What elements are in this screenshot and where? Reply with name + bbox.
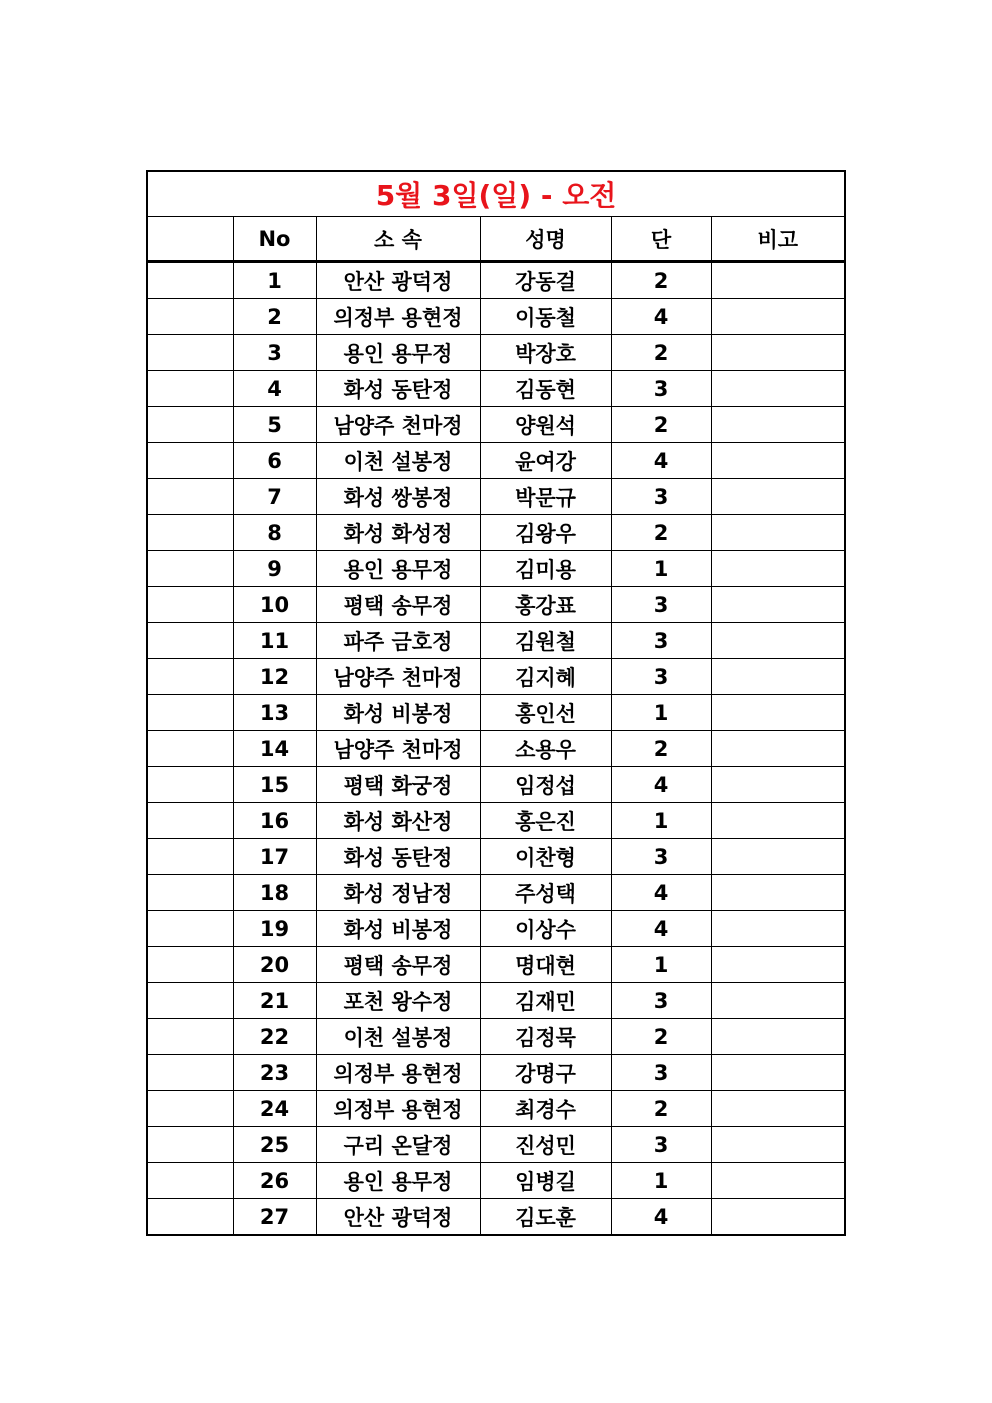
- row-note: [711, 407, 845, 443]
- row-no: 27: [233, 1199, 316, 1236]
- blank-cell: [147, 335, 233, 371]
- row-affiliation: 화성 쌍봉정: [316, 479, 480, 515]
- row-note: [711, 1163, 845, 1199]
- table-title: 5월 3일(일) - 오전: [147, 171, 845, 217]
- row-note: [711, 299, 845, 335]
- row-affiliation: 용인 용무정: [316, 551, 480, 587]
- row-dan: 3: [611, 1055, 711, 1091]
- row-dan: 2: [611, 1091, 711, 1127]
- row-name: 임정섭: [480, 767, 611, 803]
- row-dan: 2: [611, 262, 711, 299]
- row-affiliation: 화성 화산정: [316, 803, 480, 839]
- table-row: [147, 515, 845, 551]
- row-name: 김도훈: [480, 1199, 611, 1236]
- row-note: [711, 1199, 845, 1236]
- table-row: [147, 731, 845, 767]
- blank-cell: [147, 1199, 233, 1236]
- row-no: 7: [233, 479, 316, 515]
- row-note: [711, 623, 845, 659]
- blank-cell: [147, 1127, 233, 1163]
- row-name: 김지혜: [480, 659, 611, 695]
- row-note: [711, 947, 845, 983]
- table-row: [147, 911, 845, 947]
- blank-cell: [147, 875, 233, 911]
- row-dan: 1: [611, 1163, 711, 1199]
- row-name: 임병길: [480, 1163, 611, 1199]
- header-blank: [147, 217, 233, 262]
- row-affiliation: 화성 비봉정: [316, 911, 480, 947]
- row-no: 6: [233, 443, 316, 479]
- row-affiliation: 의정부 용현정: [316, 1055, 480, 1091]
- blank-cell: [147, 1055, 233, 1091]
- row-name: 주성택: [480, 875, 611, 911]
- row-dan: 4: [611, 875, 711, 911]
- table-row: [147, 1055, 845, 1091]
- blank-cell: [147, 443, 233, 479]
- table-row: [147, 1199, 845, 1236]
- roster-table: [146, 170, 846, 1236]
- table-row: [147, 587, 845, 623]
- row-name: 강명구: [480, 1055, 611, 1091]
- blank-cell: [147, 659, 233, 695]
- table-row: [147, 947, 845, 983]
- row-name: 김정묵: [480, 1019, 611, 1055]
- table-row: [147, 299, 845, 335]
- blank-cell: [147, 767, 233, 803]
- table-row: [147, 407, 845, 443]
- table-row: [147, 371, 845, 407]
- row-affiliation: 평택 송무정: [316, 587, 480, 623]
- table-row: [147, 803, 845, 839]
- row-note: [711, 1019, 845, 1055]
- row-name: 소용우: [480, 731, 611, 767]
- row-note: [711, 767, 845, 803]
- row-note: [711, 659, 845, 695]
- row-note: [711, 515, 845, 551]
- blank-cell: [147, 515, 233, 551]
- row-affiliation: 안산 광덕정: [316, 1199, 480, 1236]
- row-dan: 3: [611, 659, 711, 695]
- header-affiliation: 소 속: [316, 217, 480, 262]
- row-no: 19: [233, 911, 316, 947]
- row-dan: 3: [611, 983, 711, 1019]
- row-note: [711, 983, 845, 1019]
- row-affiliation: 의정부 용현정: [316, 299, 480, 335]
- table-row: [147, 623, 845, 659]
- row-no: 21: [233, 983, 316, 1019]
- row-no: 16: [233, 803, 316, 839]
- row-name: 이찬형: [480, 839, 611, 875]
- table-row: [147, 1163, 845, 1199]
- row-affiliation: 화성 정남정: [316, 875, 480, 911]
- row-dan: 3: [611, 1127, 711, 1163]
- table-row: [147, 443, 845, 479]
- table-row: [147, 335, 845, 371]
- row-note: [711, 731, 845, 767]
- row-name: 명대현: [480, 947, 611, 983]
- blank-cell: [147, 587, 233, 623]
- blank-cell: [147, 731, 233, 767]
- row-dan: 2: [611, 1019, 711, 1055]
- row-name: 홍인선: [480, 695, 611, 731]
- row-dan: 2: [611, 731, 711, 767]
- table-row: [147, 767, 845, 803]
- row-dan: 3: [611, 623, 711, 659]
- table-row: [147, 695, 845, 731]
- row-dan: 3: [611, 371, 711, 407]
- row-no: 22: [233, 1019, 316, 1055]
- header-no: No: [233, 217, 316, 262]
- blank-cell: [147, 695, 233, 731]
- row-note: [711, 262, 845, 299]
- row-affiliation: 안산 광덕정: [316, 262, 480, 299]
- row-affiliation: 포천 왕수정: [316, 983, 480, 1019]
- row-dan: 4: [611, 1199, 711, 1236]
- row-dan: 2: [611, 407, 711, 443]
- row-note: [711, 803, 845, 839]
- row-affiliation: 구리 온달정: [316, 1127, 480, 1163]
- blank-cell: [147, 983, 233, 1019]
- row-dan: 3: [611, 479, 711, 515]
- row-name: 이상수: [480, 911, 611, 947]
- row-name: 김재민: [480, 983, 611, 1019]
- row-name: 최경수: [480, 1091, 611, 1127]
- row-dan: 3: [611, 587, 711, 623]
- blank-cell: [147, 803, 233, 839]
- blank-cell: [147, 1019, 233, 1055]
- row-note: [711, 1055, 845, 1091]
- blank-cell: [147, 623, 233, 659]
- row-name: 이동철: [480, 299, 611, 335]
- blank-cell: [147, 407, 233, 443]
- row-no: 3: [233, 335, 316, 371]
- row-no: 10: [233, 587, 316, 623]
- row-affiliation: 용인 용무정: [316, 335, 480, 371]
- row-name: 양원석: [480, 407, 611, 443]
- row-affiliation: 화성 동탄정: [316, 371, 480, 407]
- table-row: [147, 659, 845, 695]
- row-note: [711, 1091, 845, 1127]
- row-name: 박장호: [480, 335, 611, 371]
- row-dan: 1: [611, 695, 711, 731]
- blank-cell: [147, 551, 233, 587]
- row-affiliation: 남양주 천마정: [316, 659, 480, 695]
- row-no: 17: [233, 839, 316, 875]
- row-affiliation: 파주 금호정: [316, 623, 480, 659]
- row-affiliation: 이천 설봉정: [316, 443, 480, 479]
- row-name: 김미용: [480, 551, 611, 587]
- row-no: 4: [233, 371, 316, 407]
- table-row: [147, 262, 845, 299]
- row-note: [711, 443, 845, 479]
- row-note: [711, 551, 845, 587]
- row-no: 1: [233, 262, 316, 299]
- table-row: [147, 839, 845, 875]
- table-row: [147, 1091, 845, 1127]
- header-dan: 단: [611, 217, 711, 262]
- row-no: 26: [233, 1163, 316, 1199]
- blank-cell: [147, 839, 233, 875]
- header-name: 성명: [480, 217, 611, 262]
- row-no: 5: [233, 407, 316, 443]
- blank-cell: [147, 1163, 233, 1199]
- blank-cell: [147, 947, 233, 983]
- row-affiliation: 의정부 용현정: [316, 1091, 480, 1127]
- row-affiliation: 남양주 천마정: [316, 731, 480, 767]
- row-note: [711, 371, 845, 407]
- row-no: 18: [233, 875, 316, 911]
- row-dan: 1: [611, 947, 711, 983]
- row-name: 강동걸: [480, 262, 611, 299]
- row-no: 9: [233, 551, 316, 587]
- row-name: 윤여강: [480, 443, 611, 479]
- row-affiliation: 화성 화성정: [316, 515, 480, 551]
- blank-cell: [147, 479, 233, 515]
- row-name: 김왕우: [480, 515, 611, 551]
- table-row: [147, 479, 845, 515]
- table-row: [147, 983, 845, 1019]
- row-name: 김동현: [480, 371, 611, 407]
- row-name: 홍강표: [480, 587, 611, 623]
- row-no: 24: [233, 1091, 316, 1127]
- table-row: [147, 551, 845, 587]
- blank-cell: [147, 371, 233, 407]
- row-no: 13: [233, 695, 316, 731]
- row-dan: 1: [611, 551, 711, 587]
- row-no: 15: [233, 767, 316, 803]
- row-note: [711, 1127, 845, 1163]
- blank-cell: [147, 911, 233, 947]
- row-note: [711, 875, 845, 911]
- row-name: 홍은진: [480, 803, 611, 839]
- row-dan: 4: [611, 299, 711, 335]
- table-row: [147, 875, 845, 911]
- row-affiliation: 평택 송무정: [316, 947, 480, 983]
- row-name: 박문규: [480, 479, 611, 515]
- table-row: [147, 1019, 845, 1055]
- blank-cell: [147, 299, 233, 335]
- row-no: 20: [233, 947, 316, 983]
- blank-cell: [147, 1091, 233, 1127]
- row-note: [711, 587, 845, 623]
- row-no: 12: [233, 659, 316, 695]
- row-dan: 3: [611, 839, 711, 875]
- row-note: [711, 911, 845, 947]
- row-note: [711, 695, 845, 731]
- title-row: [147, 171, 845, 217]
- row-dan: 4: [611, 443, 711, 479]
- row-dan: 2: [611, 335, 711, 371]
- row-dan: 1: [611, 803, 711, 839]
- row-no: 2: [233, 299, 316, 335]
- row-note: [711, 335, 845, 371]
- row-dan: 2: [611, 515, 711, 551]
- row-no: 23: [233, 1055, 316, 1091]
- row-dan: 4: [611, 911, 711, 947]
- header-row: [147, 217, 845, 262]
- row-affiliation: 화성 비봉정: [316, 695, 480, 731]
- row-affiliation: 평택 화궁정: [316, 767, 480, 803]
- header-note: 비고: [711, 217, 845, 262]
- blank-cell: [147, 262, 233, 299]
- row-no: 14: [233, 731, 316, 767]
- row-name: 김원철: [480, 623, 611, 659]
- row-affiliation: 용인 용무정: [316, 1163, 480, 1199]
- row-affiliation: 화성 동탄정: [316, 839, 480, 875]
- row-affiliation: 남양주 천마정: [316, 407, 480, 443]
- row-no: 8: [233, 515, 316, 551]
- table-row: [147, 1127, 845, 1163]
- row-name: 진성민: [480, 1127, 611, 1163]
- row-no: 25: [233, 1127, 316, 1163]
- row-affiliation: 이천 설봉정: [316, 1019, 480, 1055]
- row-no: 11: [233, 623, 316, 659]
- row-note: [711, 839, 845, 875]
- row-note: [711, 479, 845, 515]
- row-dan: 4: [611, 767, 711, 803]
